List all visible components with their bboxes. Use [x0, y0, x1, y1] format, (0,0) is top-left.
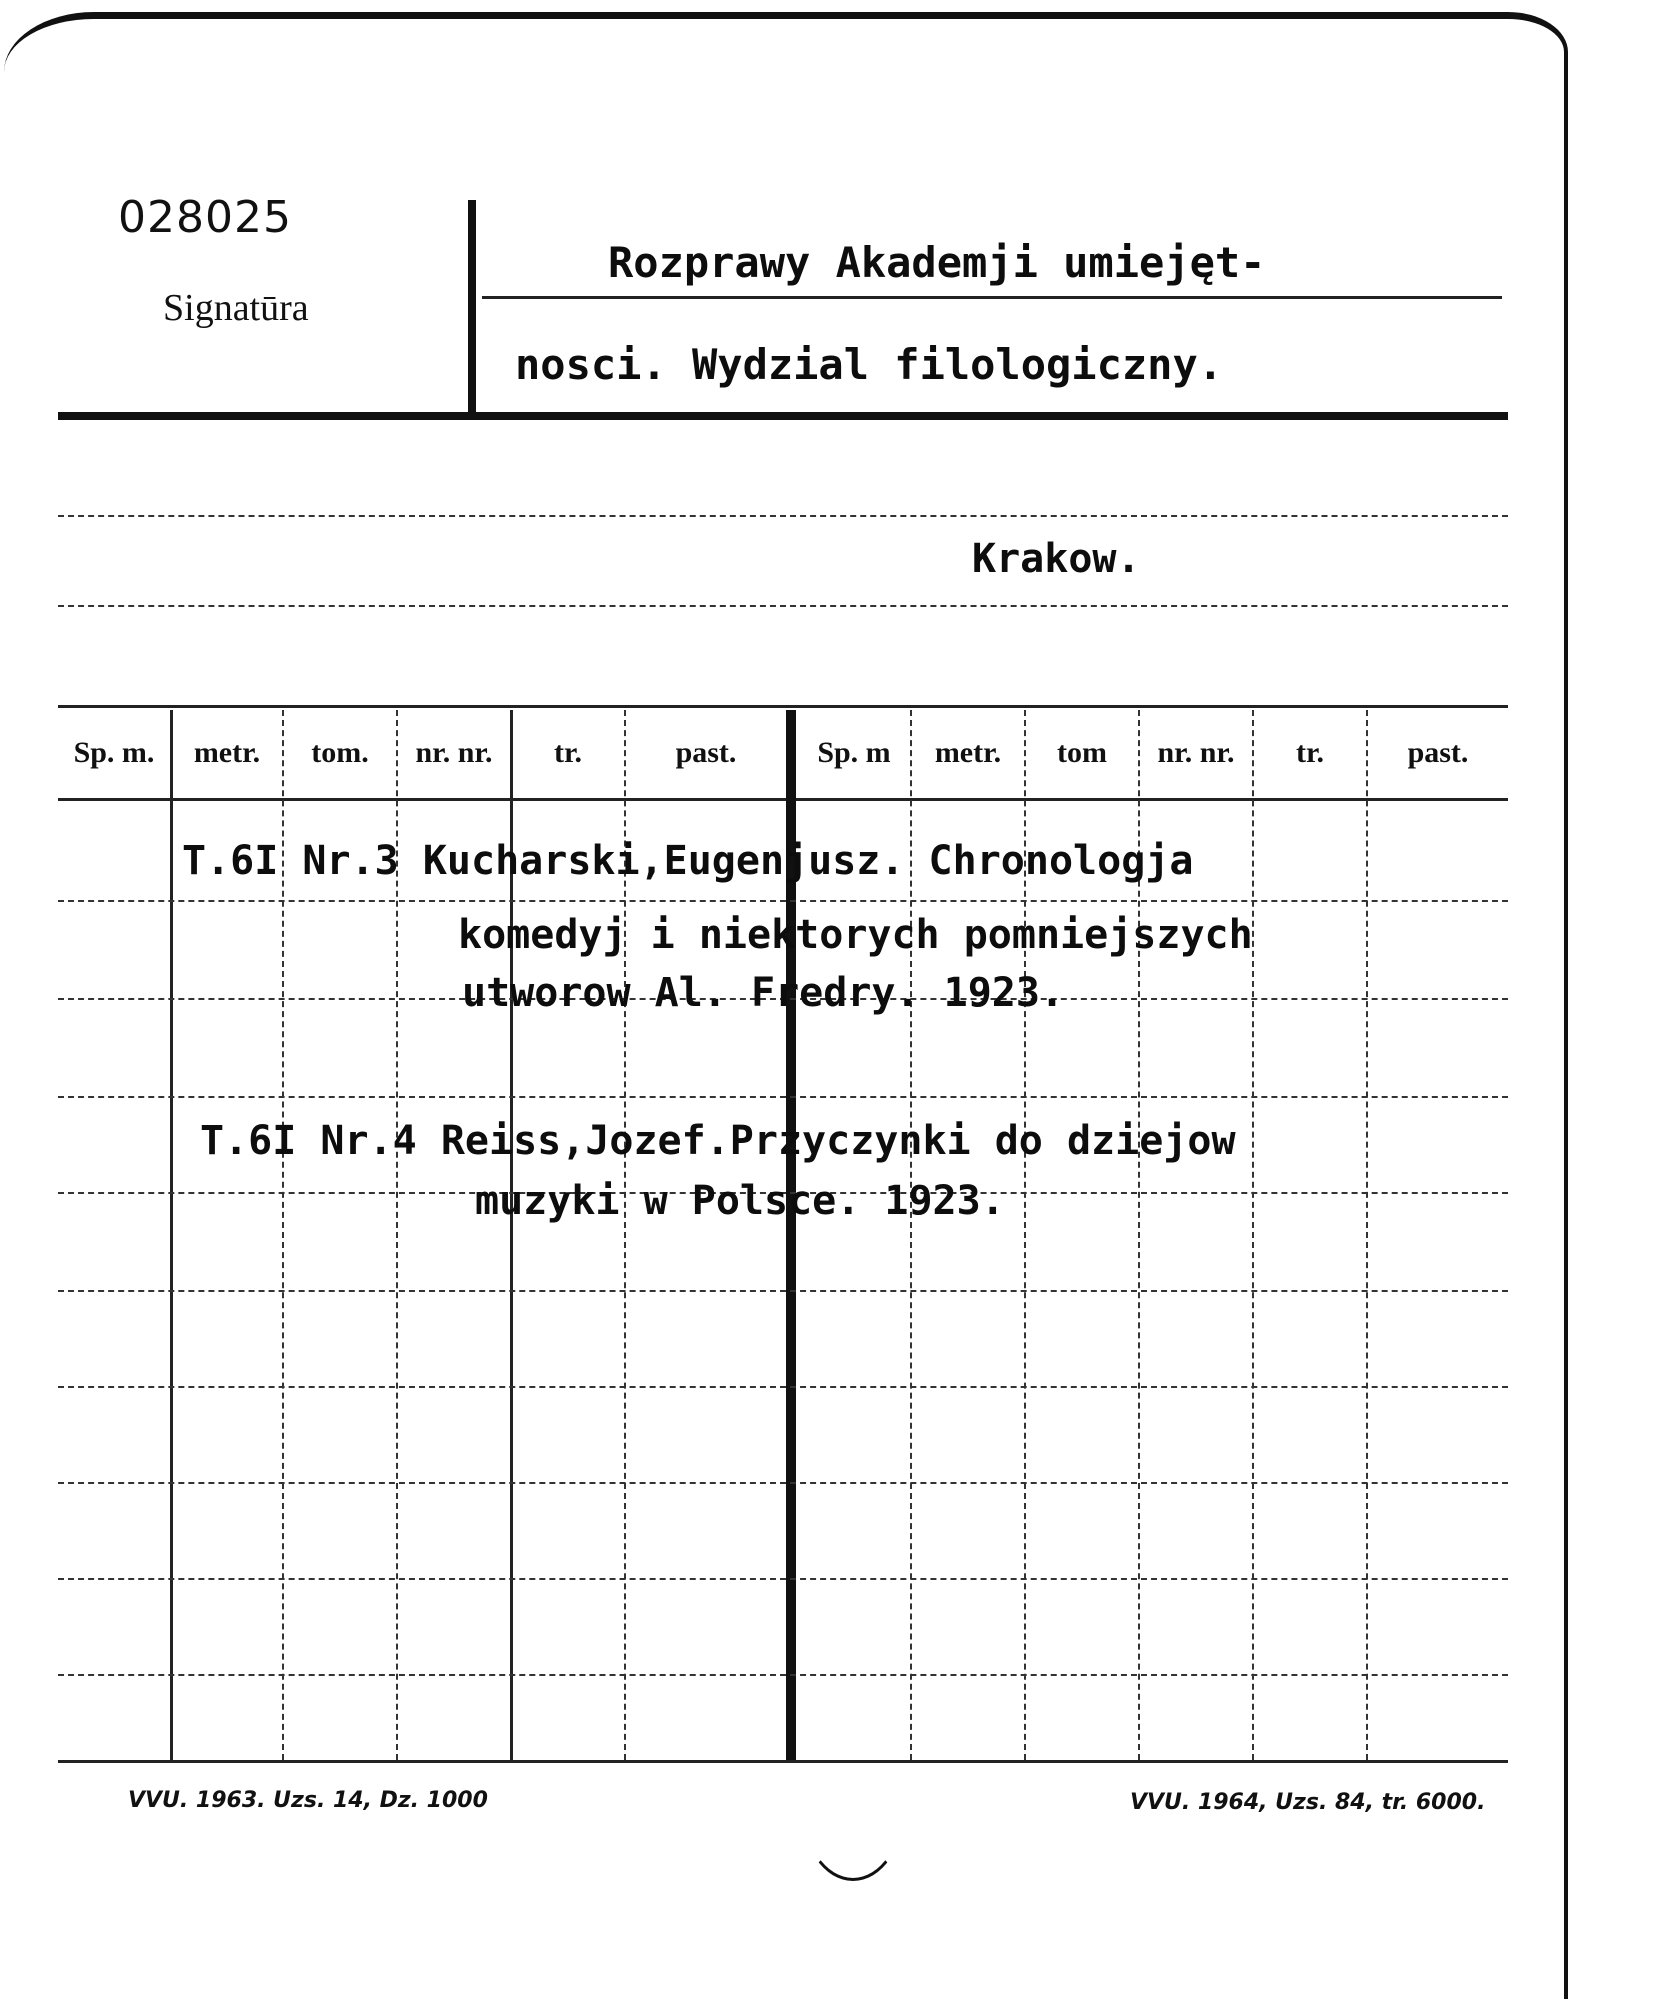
col-metr-2: metr.: [934, 736, 1002, 769]
col-tr-2: tr.: [1295, 736, 1325, 769]
col-nr-nr-2: nr. nr.: [1157, 736, 1235, 769]
entry-2-line-2: muzyki w Polsce. 1923.: [475, 1178, 1005, 1224]
col-metr: metr.: [193, 736, 261, 769]
grid-col-line: [1252, 710, 1254, 1760]
title-line-2: nosci. Wydzial filologiczny.: [515, 340, 1224, 389]
title-underline: [482, 296, 1502, 299]
col-sp-m-2: Sp. m: [817, 736, 891, 769]
grid-col-line: [170, 710, 173, 1760]
signature-number: 028025: [118, 192, 292, 243]
table-header-rule: [58, 798, 1508, 801]
footer-note-left: VVU. 1963. Uzs. 14, Dz. 1000: [128, 1788, 488, 1813]
col-tr: tr.: [553, 736, 583, 769]
entry-1-line-3: utworow Al. Fredry. 1923.: [462, 970, 1065, 1016]
header-rule: [58, 412, 1508, 420]
title-line-1: Rozprawy Akademji umiejęt-: [608, 238, 1266, 287]
entry-1-line-2: komedyj i niektorych pomniejszych: [458, 912, 1253, 958]
grid-col-line: [1366, 710, 1368, 1760]
entry-1-line-1: T.6I Nr.3 Kucharski,Eugenjusz. Chronologja: [182, 838, 1194, 884]
row-line: [58, 1290, 1508, 1292]
row-line: [58, 1578, 1508, 1580]
entry-2-line-1: T.6I Nr.4 Reiss,Jozef.Przyczynki do dziejow: [200, 1118, 1236, 1164]
row-line: [58, 1386, 1508, 1388]
footer-note-right: VVU. 1964, Uzs. 84, tr. 6000.: [1130, 1790, 1486, 1815]
table-top-rule: [58, 705, 1508, 708]
table-bottom-rule: [58, 1760, 1508, 1763]
row-line: [58, 900, 1508, 902]
punch-hole: [800, 1725, 906, 1881]
col-tom: tom.: [311, 736, 369, 769]
rule-1: [58, 515, 1508, 517]
signature-label: Signatūra: [163, 287, 309, 329]
row-line: [58, 1482, 1508, 1484]
col-past-2: past.: [1407, 736, 1469, 769]
col-tom-2: tom: [1057, 736, 1107, 769]
row-line: [58, 1674, 1508, 1676]
place-of-publication: Krakow.: [972, 536, 1141, 582]
header-divider: [468, 200, 476, 415]
rule-2: [58, 605, 1508, 607]
col-past: past.: [675, 736, 737, 769]
row-line: [58, 1096, 1508, 1098]
col-nr-nr: nr. nr.: [415, 736, 493, 769]
col-sp-m: Sp. m.: [73, 736, 155, 769]
